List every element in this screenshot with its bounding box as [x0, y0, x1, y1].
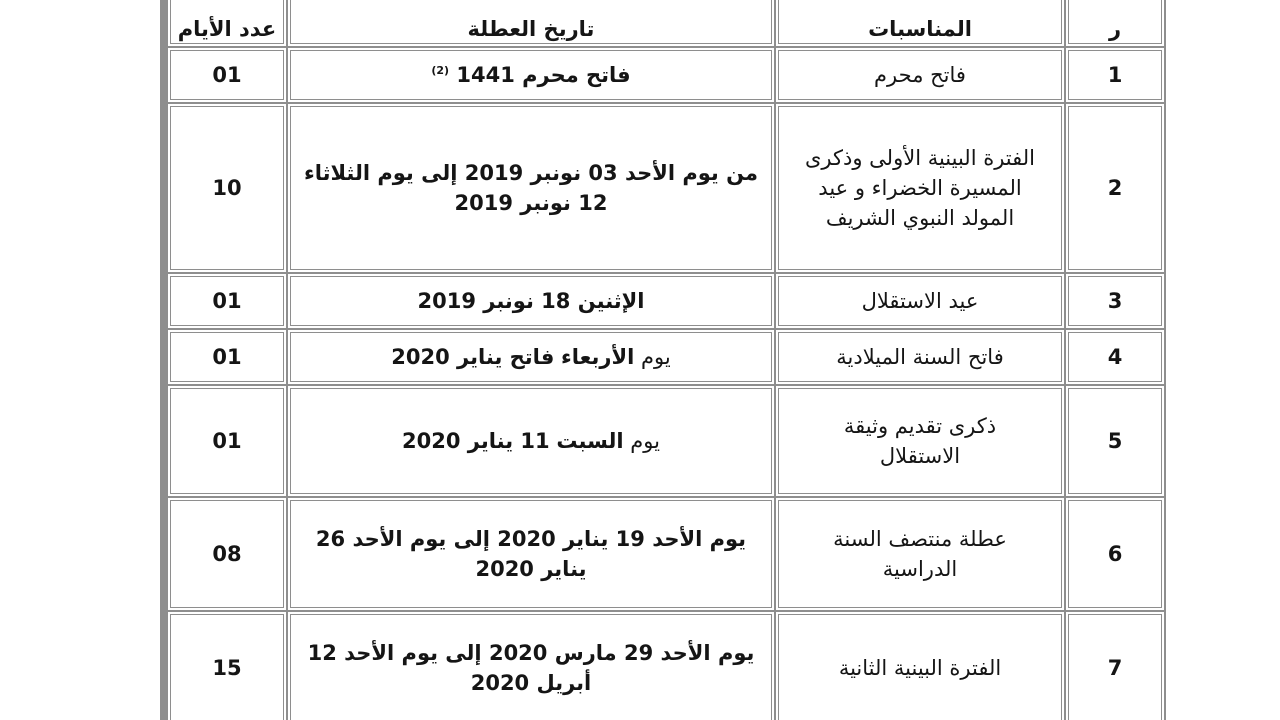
row-number — [1066, 48, 1164, 102]
row-number — [1066, 104, 1164, 272]
row-date — [288, 274, 774, 328]
row-days-text: 08 — [212, 541, 242, 566]
holidays-table — [160, 0, 1166, 720]
row-occasion-text: فاتح محرم — [874, 62, 966, 87]
row-days-text: 10 — [212, 175, 242, 200]
row-date — [288, 612, 774, 720]
row-occasion-text: الفترة البينية الثانية — [838, 655, 1002, 680]
row-date-main: فاتح محرم 1441 — [456, 62, 631, 87]
row-date — [288, 330, 774, 384]
row-number-text: 6 — [1107, 541, 1123, 566]
row-occasion — [776, 274, 1064, 328]
row-days — [168, 274, 286, 328]
header-days-text: عدد الأيام — [177, 17, 277, 41]
row-date-text: يوم الأحد 29 مارس 2020 إلى يوم الأحد 12 أبريل 2020 — [307, 641, 755, 695]
header-days — [168, 0, 286, 46]
table-row — [162, 386, 1164, 496]
table-row — [162, 274, 1164, 328]
row-date-text — [391, 343, 670, 372]
row-number-text: 2 — [1107, 175, 1123, 200]
row-date — [288, 498, 774, 610]
row-number-text: 7 — [1107, 655, 1123, 680]
footnote-marker: (2) — [431, 63, 450, 77]
row-number — [1066, 498, 1164, 610]
row-date-text: يوم الأحد 19 يناير 2020 إلى يوم الأحد 26 يناير 2020 — [315, 527, 747, 581]
row-days-text: 01 — [212, 428, 242, 453]
date-rest: فاتح يناير 2020 — [391, 344, 555, 369]
header-occasion — [776, 0, 1064, 46]
row-number — [1066, 386, 1164, 496]
table-row — [162, 104, 1164, 272]
row-date — [288, 104, 774, 272]
row-number-text: 4 — [1107, 344, 1123, 369]
row-occasion — [776, 48, 1064, 102]
row-days — [168, 386, 286, 496]
row-date — [288, 386, 774, 496]
row-occasion — [776, 330, 1064, 384]
row-date-text — [431, 61, 630, 90]
row-days — [168, 612, 286, 720]
row-days — [168, 104, 286, 272]
date-prefix: يوم — [641, 344, 671, 369]
date-weekday: الأربعاء — [561, 344, 635, 369]
row-date — [288, 48, 774, 102]
row-number-text: 3 — [1107, 288, 1123, 313]
row-occasion-text: فاتح السنة الميلادية — [836, 344, 1004, 369]
row-occasion-text: عيد الاستقلال — [861, 288, 979, 313]
row-number — [1066, 274, 1164, 328]
table-row — [162, 330, 1164, 384]
row-occasion — [776, 386, 1064, 496]
row-occasion — [776, 612, 1064, 720]
row-number-text: 5 — [1107, 428, 1123, 453]
date-weekday: السبت — [556, 428, 624, 453]
row-days-text: 01 — [212, 344, 242, 369]
row-occasion-text: ذكرى تقديم وثيقة الاستقلال — [843, 414, 997, 468]
row-occasion — [776, 104, 1064, 272]
table-row — [162, 498, 1164, 610]
row-number — [1066, 330, 1164, 384]
row-days — [168, 330, 286, 384]
row-date-text: من يوم الأحد 03 نونبر 2019 إلى يوم الثلاثاء 12 نونبر 2019 — [303, 161, 759, 215]
row-days — [168, 498, 286, 610]
header-number-text: ر — [1108, 17, 1122, 41]
date-prefix: يوم — [630, 428, 660, 453]
header-date-text: تاريخ العطلة — [467, 17, 595, 41]
header-number — [1066, 0, 1164, 46]
header-occasion-text: المناسبات — [868, 17, 972, 41]
row-occasion-text: الفترة البينية الأولى وذكرى المسيرة الخضراء و عيد المولد النبوي الشريف — [804, 146, 1035, 230]
row-occasion-text: عطلة منتصف السنة الدراسية — [833, 527, 1007, 581]
row-number-text: 1 — [1107, 62, 1123, 87]
row-days-text: 01 — [212, 62, 242, 87]
header-date — [288, 0, 774, 46]
table-row — [162, 48, 1164, 102]
row-number — [1066, 612, 1164, 720]
row-date-text: الإثنين 18 نونبر 2019 — [417, 288, 645, 313]
date-rest: 11 يناير 2020 — [402, 428, 550, 453]
row-days-text: 01 — [212, 288, 242, 313]
row-date-text — [402, 427, 660, 456]
table-header-row — [162, 0, 1164, 46]
row-days-text: 15 — [212, 655, 242, 680]
row-days — [168, 48, 286, 102]
table-row — [162, 612, 1164, 720]
row-occasion — [776, 498, 1064, 610]
